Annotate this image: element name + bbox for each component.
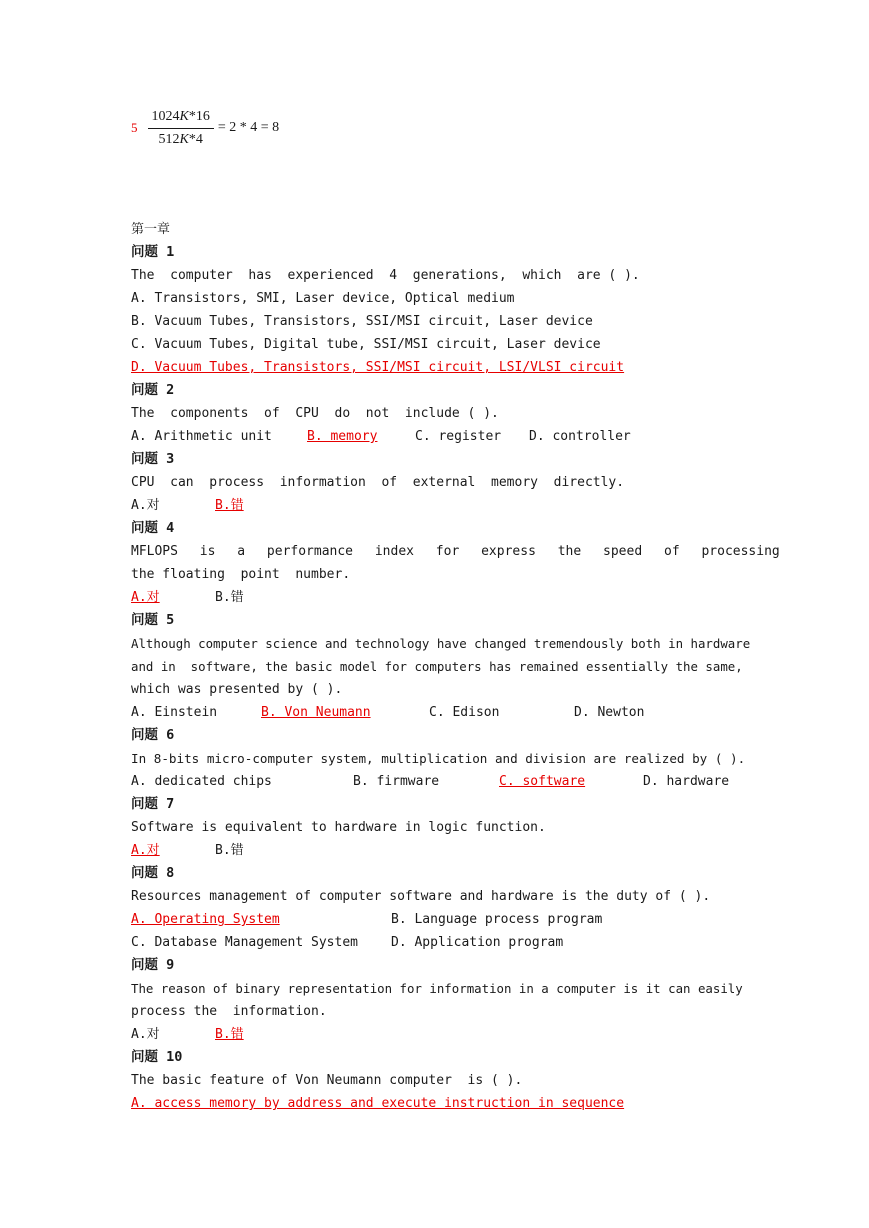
formula-number: 5 — [131, 120, 138, 135]
question-list — [131, 241, 780, 1115]
question-text: MFLOPS is a performance index for express the speed of processing — [131, 544, 780, 559]
fraction-denominator — [155, 129, 207, 149]
option: A. Arithmetic unit — [131, 429, 272, 444]
document-page — [131, 108, 780, 1115]
question-text: the floating point number. — [131, 567, 351, 582]
question-text: CPU can process information of external memory directly. — [131, 475, 625, 490]
option: B. Vacuum Tubes, Transistors, SSI/MSI circuit, Laser device — [131, 314, 593, 329]
option: A. Transistors, SMI, Laser device, Optical medium — [131, 291, 515, 306]
question-title: 问题 1 — [131, 244, 175, 260]
correct-option: C. software — [499, 774, 586, 789]
option: A.对 — [131, 498, 160, 513]
correct-option: B.错 — [215, 498, 244, 513]
question-title: 问题 5 — [131, 612, 175, 628]
denominator-rest: *4 — [188, 131, 203, 147]
numerator-value: 1024 — [151, 108, 180, 124]
option: B.错 — [215, 843, 244, 858]
options-row — [131, 701, 751, 724]
option: A. dedicated chips — [131, 774, 272, 789]
options-row — [131, 839, 751, 862]
correct-option: A.对 — [131, 843, 160, 858]
options-row — [131, 425, 751, 448]
formula-line — [131, 108, 751, 148]
question-title: 问题 3 — [131, 451, 175, 467]
question-text: and in software, the basic model for computers has remained essentially the same, — [131, 659, 743, 674]
option: B.错 — [215, 590, 244, 605]
option: C. Vacuum Tubes, Digital tube, SSI/MSI circuit, Laser device — [131, 337, 601, 352]
question-text: Although computer science and technology have changed tremendously both in hardware — [131, 636, 751, 651]
option: A. Einstein — [131, 705, 218, 720]
question-title: 问题 8 — [131, 865, 175, 881]
chapter-heading: 第一章 — [131, 222, 171, 237]
denominator-value: 512 — [158, 131, 180, 147]
question-text: The reason of binary representation for information in a computer is it can easily — [131, 981, 743, 996]
option: D. hardware — [643, 774, 730, 789]
option: C. Edison — [429, 705, 500, 720]
correct-option: A. access memory by address and execute instruction in sequence — [131, 1096, 625, 1111]
question-title: 问题 2 — [131, 382, 175, 398]
correct-option: B. Von Neumann — [261, 705, 371, 720]
options-row — [131, 1023, 751, 1046]
options-row — [131, 770, 751, 793]
question-text: The components of CPU do not include ( ). — [131, 406, 499, 421]
question-title: 问题 6 — [131, 727, 175, 743]
correct-option: A. Operating System — [131, 912, 280, 927]
options-row — [131, 931, 751, 954]
options-row — [131, 908, 751, 931]
question-title: 问题 10 — [131, 1049, 183, 1065]
question-text: process the information. — [131, 1004, 327, 1019]
option: B. firmware — [353, 774, 440, 789]
question-text: Resources management of computer software and hardware is the duty of ( ). — [131, 889, 711, 904]
question-text: The basic feature of Von Neumann computer is ( ). — [131, 1073, 523, 1088]
option: B. Language process program — [391, 912, 603, 927]
question-title: 问题 9 — [131, 957, 175, 973]
numerator-rest: *16 — [188, 108, 210, 124]
numerator-var: K — [179, 108, 189, 124]
correct-option: B.错 — [215, 1027, 244, 1042]
question-text: The computer has experienced 4 generations, which are ( ). — [131, 268, 640, 283]
option: D. Newton — [574, 705, 645, 720]
question-text: which was presented by ( ). — [131, 682, 343, 697]
question-text: Software is equivalent to hardware in logic function. — [131, 820, 546, 835]
option: C. Database Management System — [131, 935, 358, 950]
question-title: 问题 7 — [131, 796, 175, 812]
question-text: In 8-bits micro-computer system, multiplication and division are realized by ( ). — [131, 751, 746, 766]
fraction — [148, 108, 214, 149]
denominator-var: K — [179, 131, 189, 147]
correct-option: A.对 — [131, 590, 160, 605]
options-row — [131, 586, 751, 609]
options-row — [131, 494, 751, 517]
option: D. controller — [529, 429, 631, 444]
option: A.对 — [131, 1027, 160, 1042]
question-title: 问题 4 — [131, 520, 175, 536]
option: D. Application program — [391, 935, 564, 950]
option: C. register — [415, 429, 502, 444]
correct-option: B. memory — [307, 429, 378, 444]
formula-result: = 2 * 4 = 8 — [217, 120, 280, 135]
fraction-numerator — [148, 108, 214, 129]
correct-option: D. Vacuum Tubes, Transistors, SSI/MSI circuit, LSI/VLSI circuit — [131, 360, 625, 375]
